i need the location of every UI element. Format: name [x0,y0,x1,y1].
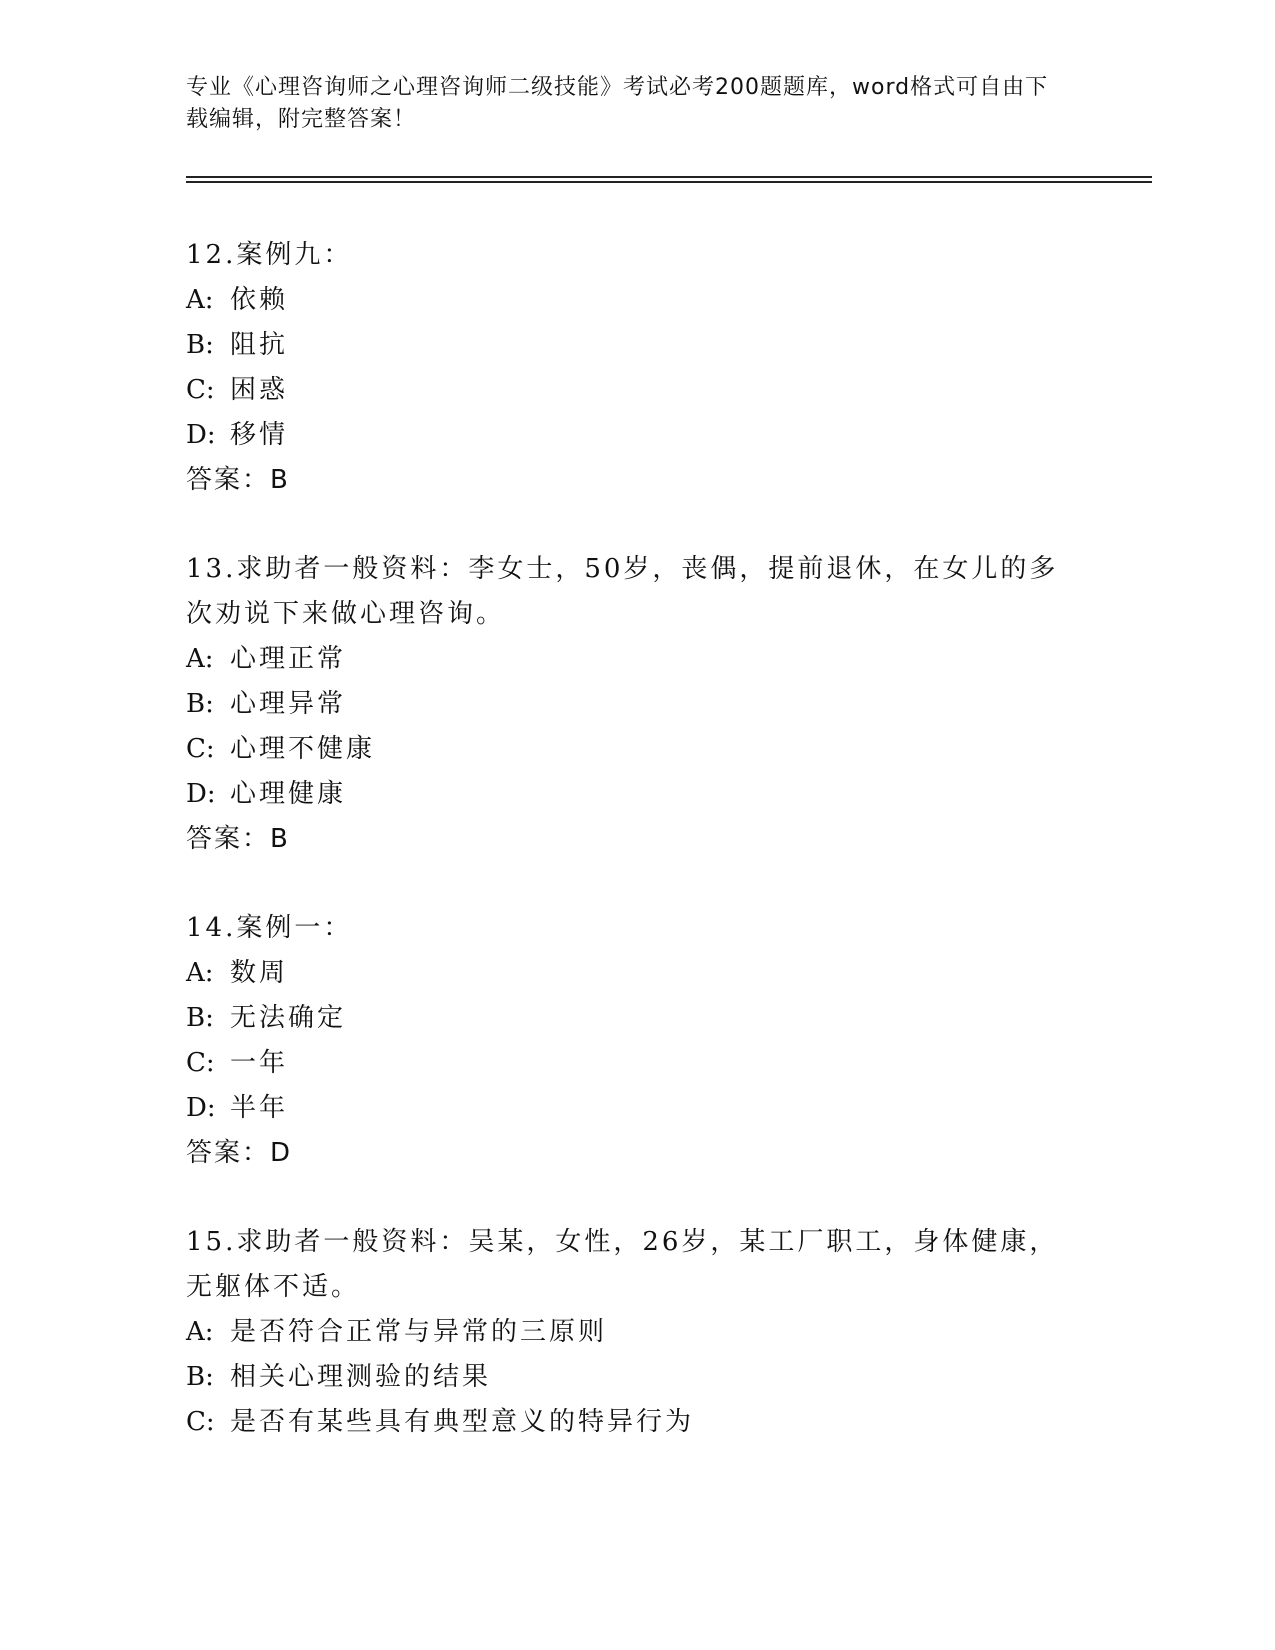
option-text: 阻抗 [230,330,289,360]
option-d [186,772,1086,817]
option-text: 是否有某些具有典型意义的特异行为 [230,1407,695,1437]
option-c [186,1041,1086,1086]
option-letter: C: [186,375,215,405]
option-a [186,951,1086,996]
option-text: 一年 [230,1048,289,1078]
question-stem: 14.案例一： [186,913,353,943]
option-text: 半年 [230,1093,289,1123]
option-text: 相关心理测验的结果 [230,1362,492,1392]
option-text: 心理不健康 [230,734,376,764]
option-b [186,323,1086,368]
option-d [186,413,1086,458]
option-text: 心理健康 [230,779,347,809]
option-letter: D: [186,1093,216,1123]
question-14 [186,906,1086,1176]
answer-line: 答案：D [186,1138,293,1168]
header-divider-bottom [186,181,1152,183]
option-text: 心理正常 [230,644,347,674]
option-letter: B: [186,689,214,719]
option-letter: C: [186,1048,215,1078]
option-letter: D: [186,779,216,809]
answer-line: 答案：B [186,824,290,854]
option-letter: C: [186,1407,215,1437]
question-list [186,233,1086,1489]
document-intro: 专业《心理咨询师之心理咨询师二级技能》考试必考200题题库，word格式可自由下载编辑，附完整答案！ [186,75,1049,132]
option-letter: A: [186,644,214,674]
option-c [186,1400,1086,1445]
option-text: 移情 [230,420,289,450]
option-b [186,1355,1086,1400]
answer-line: 答案：B [186,465,290,495]
option-letter: B: [186,1362,214,1392]
option-text: 是否符合正常与异常的三原则 [230,1317,608,1347]
option-b [186,682,1086,727]
question-15 [186,1220,1086,1445]
option-text: 困惑 [230,375,289,405]
option-letter: A: [186,1317,214,1347]
option-d [186,1086,1086,1131]
option-letter: D: [186,420,216,450]
option-c [186,727,1086,772]
option-letter: A: [186,285,214,315]
option-a [186,637,1086,682]
option-text: 依赖 [230,285,289,315]
question-stem: 12.案例九： [186,240,353,270]
option-c [186,368,1086,413]
option-a [186,1310,1086,1355]
option-b [186,996,1086,1041]
option-text: 数周 [230,958,289,988]
question-12 [186,233,1086,503]
header-divider-top [186,176,1152,178]
question-stem: 15.求助者一般资料：吴某，女性，26岁，某工厂职工，身体健康，无躯体不适。 [186,1227,1059,1302]
question-13 [186,547,1086,862]
option-text: 无法确定 [230,1003,347,1033]
option-letter: B: [186,1003,214,1033]
option-a [186,278,1086,323]
option-text: 心理异常 [230,689,347,719]
option-letter: A: [186,958,214,988]
option-letter: C: [186,734,215,764]
question-stem: 13.求助者一般资料：李女士，50岁，丧偶，提前退休，在女儿的多次劝说下来做心理咨询。 [186,554,1059,629]
option-letter: B: [186,330,214,360]
